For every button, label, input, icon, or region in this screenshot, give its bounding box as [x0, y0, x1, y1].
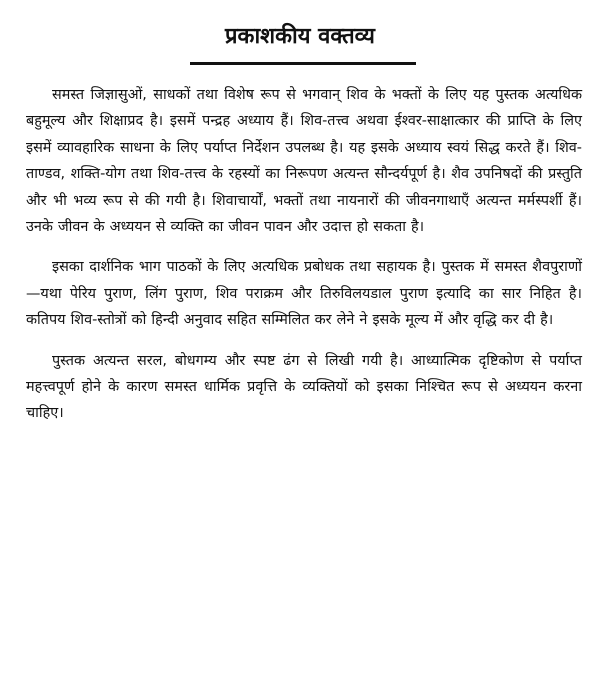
title-underline	[190, 62, 416, 65]
page-title: प्रकाशकीय वक्तव्य	[225, 24, 375, 49]
document-body	[26, 82, 582, 441]
paragraph-1: समस्त जिज्ञासुओं, साधकों तथा विशेष रूप से भगवान् शिव के भक्तों के लिए यह पुस्तक अत्यधिक बहुमूल्य और शिक्षाप्रद है। इसमें पन्द्रह अध्याय हैं। शिव-तत्त्व अथवा ईश्वर-साक्षात्कार की प्राप्ति के लिए इसमें व्यावहारिक साधना के लिए पर्याप्त निर्देशन उपलब्ध है। यह इसके अध्याय स्वयं सिद्ध करते हैं। शिव-ताण्डव, शक्ति-योग तथा शिव-तत्त्व के रहस्यों का निरूपण अत्यन्त सौन्दर्यपूर्ण है। शैव उपनिषदों की प्रस्तुति और भी भव्य रूप से की गयी है। शिवाचार्यों, भक्तों तथा नायनारों की जीवनगाथाएँ अत्यन्त मर्मस्पर्शी हैं। उनके जीवन के अध्ययन से व्यक्ति का जीवन पावन और उदात्त हो सकता है।	[26, 87, 582, 236]
paragraph-2: इसका दार्शनिक भाग पाठकों के लिए अत्यधिक प्रबोधक तथा सहायक है। पुस्तक में समस्त शैवपुराणों—यथा पेरिय पुराण, लिंग पुराण, शिव पराक्रम और तिरुविलयडाल पुराण इत्यादि का सार निहित है। कतिपय शिव-स्तोत्रों को हिन्दी अनुवाद सहित सम्मिलित कर लेने ने इसके मूल्य में और वृद्धि कर दी है।	[26, 259, 582, 329]
paragraph-3: पुस्तक अत्यन्त सरल, बोधगम्य और स्पष्ट ढंग से लिखी गयी है। आध्यात्मिक दृष्टिकोण से पर्याप्त महत्त्वपूर्ण होने के कारण समस्त धार्मिक प्रवृत्ति के व्यक्तियों को इसका निश्चित रूप से अध्ययन करना चाहिए।	[26, 352, 582, 422]
